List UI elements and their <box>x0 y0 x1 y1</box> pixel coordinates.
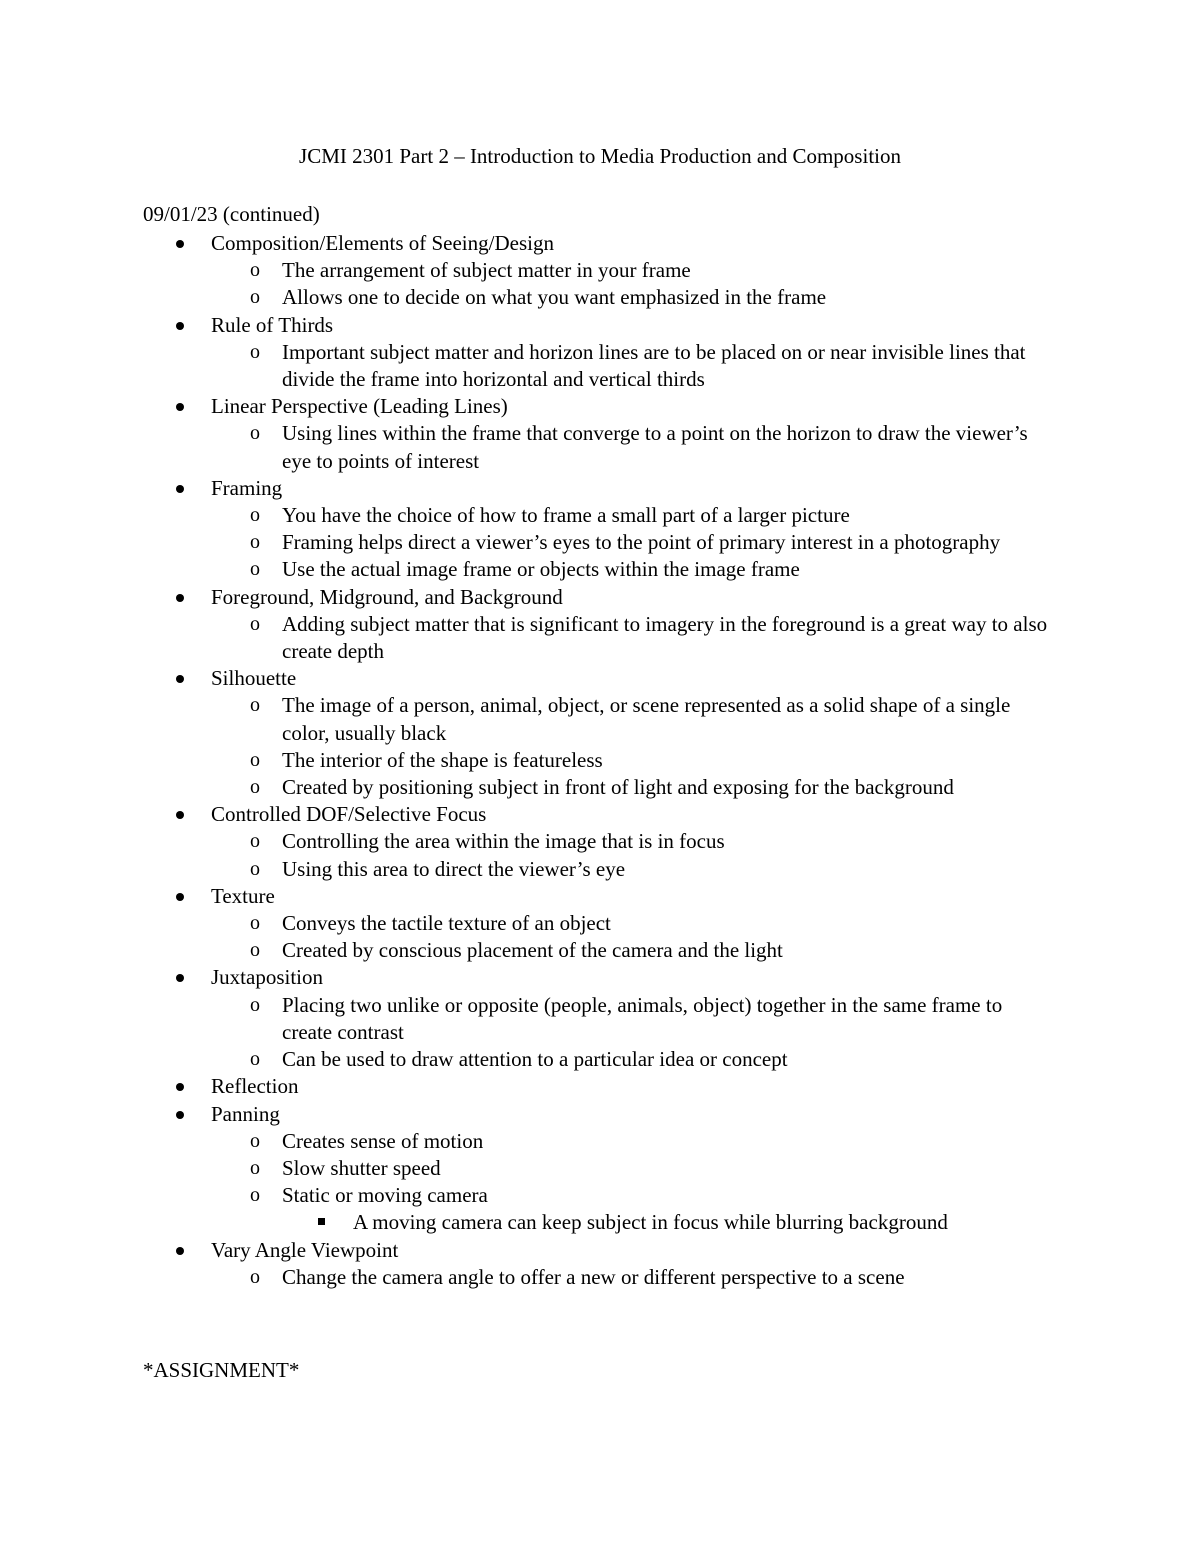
bullet-dot-icon <box>176 1101 196 1128</box>
sub-bullet-item <box>0 556 1200 583</box>
bullet-dot-icon <box>176 1073 196 1100</box>
bullet-dot-icon <box>176 312 196 339</box>
bullet-item-text: Linear Perspective (Leading Lines) <box>211 394 508 419</box>
bullet-item <box>0 312 1200 339</box>
sub-bullet-item-text: Change the camera angle to offer a new or different perspective to a scene <box>282 1264 905 1289</box>
sub-bullet-marker: o <box>250 1129 260 1152</box>
sub-bullet-item-text: Static or moving camera <box>282 1183 488 1208</box>
sub-bullet-item <box>0 856 1200 883</box>
bullet-dot-icon <box>176 883 196 910</box>
sub-bullet-item-text: The arrangement of subject matter in your frame <box>282 258 691 283</box>
sub-bullet-item <box>0 529 1200 556</box>
sub-bullet-marker: o <box>250 1156 260 1179</box>
date-line: 09/01/23 (continued) <box>143 202 320 226</box>
bullet-dot-icon <box>176 230 196 257</box>
sub-bullet-item <box>0 1155 1200 1182</box>
sub-bullet-item-text: Using lines within the frame that converge to a point on the horizon to draw the viewer’s eye to points of interest <box>282 421 1028 473</box>
sub-bullet-item-text: Created by positioning subject in front of light and exposing for the background <box>282 775 954 800</box>
sub-bullet-item <box>0 420 1200 474</box>
notes-outline <box>0 230 1200 1291</box>
sub-sub-bullet-item-text: A moving camera can keep subject in focus while blurring background <box>353 1210 948 1235</box>
sub-bullet-item <box>0 692 1200 746</box>
bullet-item <box>0 665 1200 692</box>
sub-bullet-marker: o <box>250 531 260 554</box>
sub-bullet-marker: o <box>250 748 260 771</box>
sub-bullet-item <box>0 937 1200 964</box>
bullet-dot-icon <box>176 964 196 991</box>
sub-bullet-item-text: Allows one to decide on what you want emphasized in the frame <box>282 285 827 310</box>
sub-bullet-item-text: Can be used to draw attention to a particular idea or concept <box>282 1047 788 1072</box>
sub-bullet-item-text: Creates sense of motion <box>282 1128 484 1153</box>
bullet-item-text: Foreground, Midground, and Background <box>211 584 563 609</box>
sub-bullet-item <box>0 828 1200 855</box>
bullet-dot-icon <box>176 584 196 611</box>
sub-sub-bullet-item <box>0 1209 1200 1236</box>
bullet-dot-icon <box>176 393 196 420</box>
sub-bullet-item <box>0 1182 1200 1209</box>
sub-bullet-marker: o <box>250 504 260 527</box>
sub-bullet-item <box>0 1128 1200 1155</box>
bullet-item-text: Framing <box>211 475 283 500</box>
sub-bullet-item-text: Placing two unlike or opposite (people, animals, object) together in the same frame to create contrast <box>282 992 1003 1044</box>
sub-bullet-marker: o <box>250 286 260 309</box>
sub-bullet-item <box>0 284 1200 311</box>
sub-bullet-item-text: Created by conscious placement of the camera and the light <box>282 938 783 963</box>
bullet-dot-icon <box>176 475 196 502</box>
sub-bullet-marker: o <box>250 612 260 635</box>
bullet-item <box>0 475 1200 502</box>
sub-bullet-marker: o <box>250 776 260 799</box>
bullet-item-text: Juxtaposition <box>211 965 324 990</box>
sub-bullet-item-text: The interior of the shape is featureless <box>282 747 603 772</box>
document-title: JCMI 2301 Part 2 – Introduction to Media Production and Composition <box>299 144 901 168</box>
sub-bullet-item <box>0 1046 1200 1073</box>
sub-bullet-item-text: The image of a person, animal, object, or scene represented as a solid shape of a single color, usually black <box>282 693 1011 745</box>
bullet-item-text: Composition/Elements of Seeing/Design <box>211 231 554 255</box>
sub-bullet-marker: o <box>250 857 260 880</box>
assignment-heading: *ASSIGNMENT* <box>143 1358 300 1382</box>
sub-bullet-item-text: Conveys the tactile texture of an object <box>282 911 611 936</box>
sub-bullet-item <box>0 747 1200 774</box>
sub-bullet-item-text: Using this area to direct the viewer’s eye <box>282 856 626 881</box>
bullet-item-text: Panning <box>211 1101 280 1126</box>
sub-bullet-item <box>0 611 1200 665</box>
sub-bullet-marker: o <box>250 340 260 363</box>
sub-bullet-marker: o <box>250 830 260 853</box>
bullet-item <box>0 1237 1200 1264</box>
sub-bullet-item-text: Controlling the area within the image that is in focus <box>282 829 725 854</box>
bullet-dot-icon <box>176 801 196 828</box>
bullet-item <box>0 584 1200 611</box>
sub-bullet-marker: o <box>250 993 260 1016</box>
sub-bullet-item <box>0 257 1200 284</box>
bullet-dot-icon <box>176 665 196 692</box>
sub-bullet-item-text: Adding subject matter that is significant to imagery in the foreground is a great way to also create depth <box>282 611 1048 664</box>
bullet-item-text: Controlled DOF/Selective Focus <box>211 802 487 827</box>
sub-bullet-marker: o <box>250 558 260 581</box>
bullet-item <box>0 393 1200 420</box>
sub-bullet-marker: o <box>250 939 260 962</box>
bullet-item <box>0 1101 1200 1128</box>
sub-bullet-item <box>0 992 1200 1046</box>
sub-bullet-item <box>0 339 1200 393</box>
bullet-item-text: Texture <box>211 883 275 908</box>
sub-bullet-item-text: Framing helps direct a viewer’s eyes to the point of primary interest in a photography <box>282 530 1001 555</box>
sub-bullet-item-text: Important subject matter and horizon lines are to be placed on or near invisible lines that divide the frame into horizontal and vertical thirds <box>282 339 1026 392</box>
sub-bullet-marker: o <box>250 1048 260 1071</box>
sub-bullet-item <box>0 1264 1200 1291</box>
sub-bullet-marker: o <box>250 694 260 717</box>
sub-bullet-marker: o <box>250 1184 260 1207</box>
sub-bullet-item-text: Slow shutter speed <box>282 1155 441 1180</box>
bullet-item <box>0 1073 1200 1100</box>
sub-bullet-marker: o <box>250 422 260 445</box>
bullet-item-text: Reflection <box>211 1074 299 1099</box>
sub-bullet-item-text: You have the choice of how to frame a small part of a larger picture <box>282 503 850 528</box>
bullet-item-text: Rule of Thirds <box>211 312 334 337</box>
bullet-item <box>0 883 1200 910</box>
sub-bullet-item <box>0 502 1200 529</box>
bullet-item <box>0 801 1200 828</box>
bullet-dot-icon <box>176 1237 196 1264</box>
bullet-item-text: Silhouette <box>211 666 297 691</box>
sub-bullet-item <box>0 774 1200 801</box>
sub-bullet-marker: o <box>250 259 260 282</box>
square-bullet-icon <box>318 1209 338 1236</box>
sub-bullet-item <box>0 910 1200 937</box>
bullet-item <box>0 230 1200 257</box>
sub-bullet-item-text: Use the actual image frame or objects within the image frame <box>282 557 800 582</box>
sub-bullet-marker: o <box>250 912 260 935</box>
bullet-item-text: Vary Angle Viewpoint <box>211 1237 399 1262</box>
bullet-item <box>0 964 1200 991</box>
sub-bullet-marker: o <box>250 1265 260 1288</box>
